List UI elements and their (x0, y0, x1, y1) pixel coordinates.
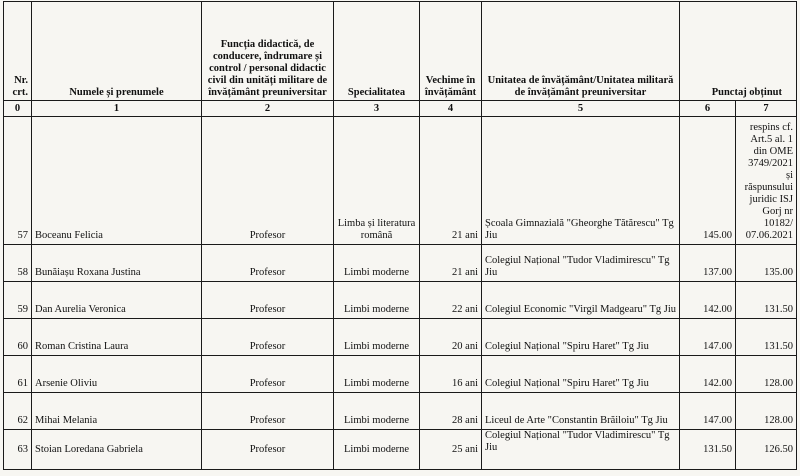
cell-score-6: 147.00 (680, 319, 736, 356)
table-row (4, 117, 797, 245)
cell-specialty: Limbi moderne (334, 282, 420, 319)
cell-function: Profesor (202, 319, 334, 356)
table-row (4, 319, 797, 356)
cell-score-7: 131.50 (736, 319, 797, 356)
cell-name: Roman Cristina Laura (32, 319, 202, 356)
header-name: Numele și prenumele (32, 2, 202, 101)
table-row (4, 282, 797, 319)
header-specialty: Specialitatea (334, 2, 420, 101)
column-number: 4 (420, 101, 482, 117)
column-number-row (4, 101, 797, 117)
cell-function: Profesor (202, 245, 334, 282)
cell-score-7: 135.00 (736, 245, 797, 282)
cell-school: Colegiul Național "Spiru Haret" Tg Jiu (482, 319, 680, 356)
cell-nr: 61 (4, 356, 32, 393)
column-number: 5 (482, 101, 680, 117)
cell-score-7: 128.00 (736, 356, 797, 393)
cell-function: Profesor (202, 430, 334, 470)
column-number: 2 (202, 101, 334, 117)
cell-score-7: respins cf. Art.5 al. 1 din OME 3749/2021 și răspunsului juridic ISJ Gorj nr 10182/ 07.06.2021 (736, 117, 797, 245)
cell-name: Mihai Melania (32, 393, 202, 430)
cell-score-7: 126.50 (736, 430, 797, 470)
cell-score-6: 145.00 (680, 117, 736, 245)
cell-seniority: 16 ani (420, 356, 482, 393)
cell-school: Colegiul Economic "Virgil Madgearu" Tg Jiu (482, 282, 680, 319)
cell-function: Profesor (202, 356, 334, 393)
cell-specialty: Limbi moderne (334, 245, 420, 282)
header-function: Funcția didactică, de conducere, îndrumare și control / personal didactic civil din unități militare de învățământ preuniversitar (202, 2, 334, 101)
cell-seniority: 20 ani (420, 319, 482, 356)
cell-function: Profesor (202, 393, 334, 430)
column-number: 1 (32, 101, 202, 117)
cell-name: Bunăiașu Roxana Justina (32, 245, 202, 282)
column-number: 7 (736, 101, 797, 117)
cell-score-7: 128.00 (736, 393, 797, 430)
cell-school: Colegiul Național "Spiru Haret" Tg Jiu (482, 356, 680, 393)
header-row (4, 2, 797, 101)
header-school: Unitatea de învățământ/Unitatea militară de învățământ preuniversitar (482, 2, 680, 101)
cell-score-6: 142.00 (680, 356, 736, 393)
cell-school: Liceul de Arte "Constantin Brăiloiu" Tg Jiu (482, 393, 680, 430)
cell-seniority: 25 ani (420, 430, 482, 470)
cell-seniority: 28 ani (420, 393, 482, 430)
table-row (4, 430, 797, 470)
header-nr: Nr. crt. (4, 2, 32, 101)
cell-specialty: Limbi moderne (334, 393, 420, 430)
cell-school: Colegiul Național "Tudor Vladimirescu" Tg Jiu (482, 245, 680, 282)
cell-specialty: Limbi moderne (334, 319, 420, 356)
cell-name: Boceanu Felicia (32, 117, 202, 245)
cell-nr: 58 (4, 245, 32, 282)
cell-name: Stoian Loredana Gabriela (32, 430, 202, 470)
cell-specialty: Limbi moderne (334, 356, 420, 393)
cell-score-6: 142.00 (680, 282, 736, 319)
cell-nr: 62 (4, 393, 32, 430)
cell-seniority: 21 ani (420, 117, 482, 245)
column-number: 0 (4, 101, 32, 117)
cell-nr: 63 (4, 430, 32, 470)
table-row (4, 245, 797, 282)
table-row (4, 393, 797, 430)
cell-function: Profesor (202, 282, 334, 319)
cell-nr: 57 (4, 117, 32, 245)
cell-specialty: Limba și literatura română (334, 117, 420, 245)
cell-nr: 59 (4, 282, 32, 319)
cell-school: Colegiul Național "Tudor Vladimirescu" Tg Jiu (482, 430, 680, 470)
cell-score-6: 137.00 (680, 245, 736, 282)
cell-seniority: 21 ani (420, 245, 482, 282)
header-seniority: Vechime în învățământ (420, 2, 482, 101)
column-number: 3 (334, 101, 420, 117)
header-score: Punctaj obținut (680, 2, 797, 101)
cell-nr: 60 (4, 319, 32, 356)
cell-score-6: 131.50 (680, 430, 736, 470)
cell-specialty: Limbi moderne (334, 430, 420, 470)
column-number: 6 (680, 101, 736, 117)
table-row (4, 356, 797, 393)
cell-name: Dan Aurelia Veronica (32, 282, 202, 319)
results-table (3, 1, 797, 470)
cell-seniority: 22 ani (420, 282, 482, 319)
cell-school: Școala Gimnazială "Gheorghe Tătărescu" Tg Jiu (482, 117, 680, 245)
cell-name: Arsenie Oliviu (32, 356, 202, 393)
cell-score-7: 131.50 (736, 282, 797, 319)
cell-function: Profesor (202, 117, 334, 245)
cell-score-6: 147.00 (680, 393, 736, 430)
